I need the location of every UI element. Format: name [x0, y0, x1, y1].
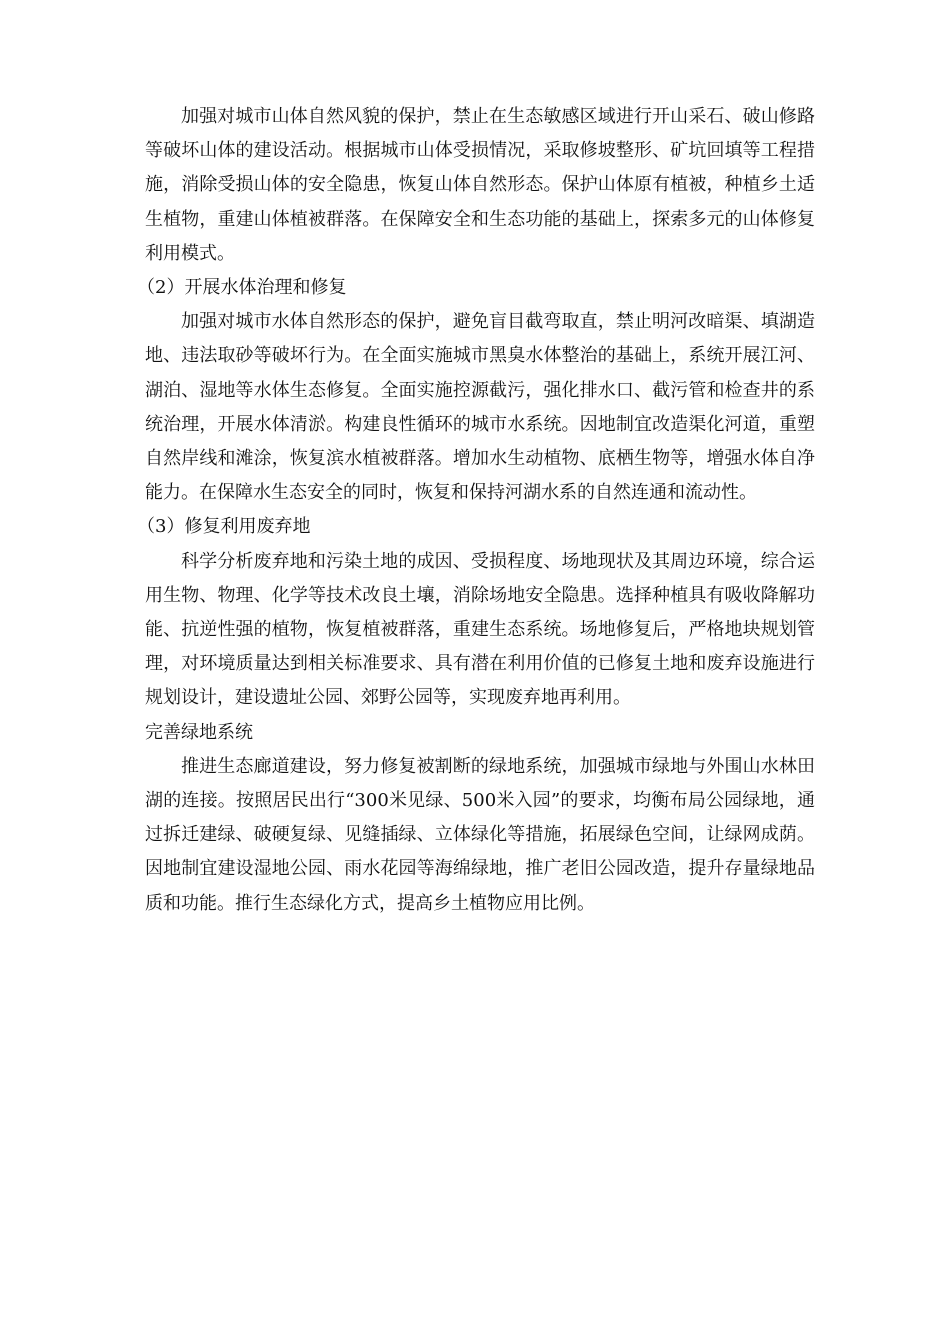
- paragraph-mountain-protection: 加强对城市山体自然风貌的保护，禁止在生态敏感区域进行开山采石、破山修路等破坏山体的建设活动。根据城市山体受损情况，采取修坡整形、矿坑回填等工程措施，消除受损山体的安全隐患，恢复山体自然形态。保护山体原有植被，种植乡土适生植物，重建山体植被群落。在保障安全和生态功能的基础上，探索多元的山体修复利用模式。: [145, 106, 815, 264]
- paragraph-water-restoration: 加强对城市水体自然形态的保护，避免盲目截弯取直，禁止明河改暗渠、填湖造地、违法取砂等破坏行为。在全面实施城市黑臭水体整治的基础上，系统开展江河、湖泊、湿地等水体生态修复。全面实施控源截污，强化排水口、截污管和检查井的系统治理，开展水体清淤。构建良性循环的城市水系统。因地制宜改造渠化河道，重塑自然岸线和滩涂，恢复滨水植被群落。增加水生动植物、底栖生物等，增强水体自净能力。在保障水生态安全的同时，恢复和保持河湖水系的自然连通和流动性。: [145, 311, 815, 504]
- paragraph-green-system: 推进生态廊道建设，努力修复被割断的绿地系统，加强城市绿地与外围山水林田湖的连接。按照居民出行“300米见绿、500米入园”的要求，均衡布局公园绿地，通过拆迁建绿、破硬复绿、见缝插绿、立体绿化等措施，拓展绿色空间，让绿网成荫。因地制宜建设湿地公园、雨水花园等海绵绿地，推广老旧公园改造，提升存量绿地品质和功能。推行生态绿化方式，提高乡土植物应用比例。: [145, 755, 815, 914]
- paragraph-wasteland-reuse: 科学分析废弃地和污染土地的成因、受损程度、场地现状及其周边环境，综合运用生物、物理、化学等技术改良土壤，消除场地安全隐患。选择种植具有吸收降解功能、抗逆性强的植物，恢复植被群落，重建生态系统。场地修复后，严格地块规划管理，对环境质量达到相关标准要求、具有潜在利用价值的已修复土地和废弃设施进行规划设计，建设遗址公园、郊野公园等，实现废弃地再利用。: [145, 550, 815, 709]
- document-body: [137, 100, 815, 921]
- section-heading-green-system: 完善绿地系统: [145, 721, 253, 743]
- section-heading-wasteland-reuse: （3）修复利用废弃地: [137, 516, 311, 538]
- section-heading-water-restoration: （2）开展水体治理和修复: [137, 277, 347, 299]
